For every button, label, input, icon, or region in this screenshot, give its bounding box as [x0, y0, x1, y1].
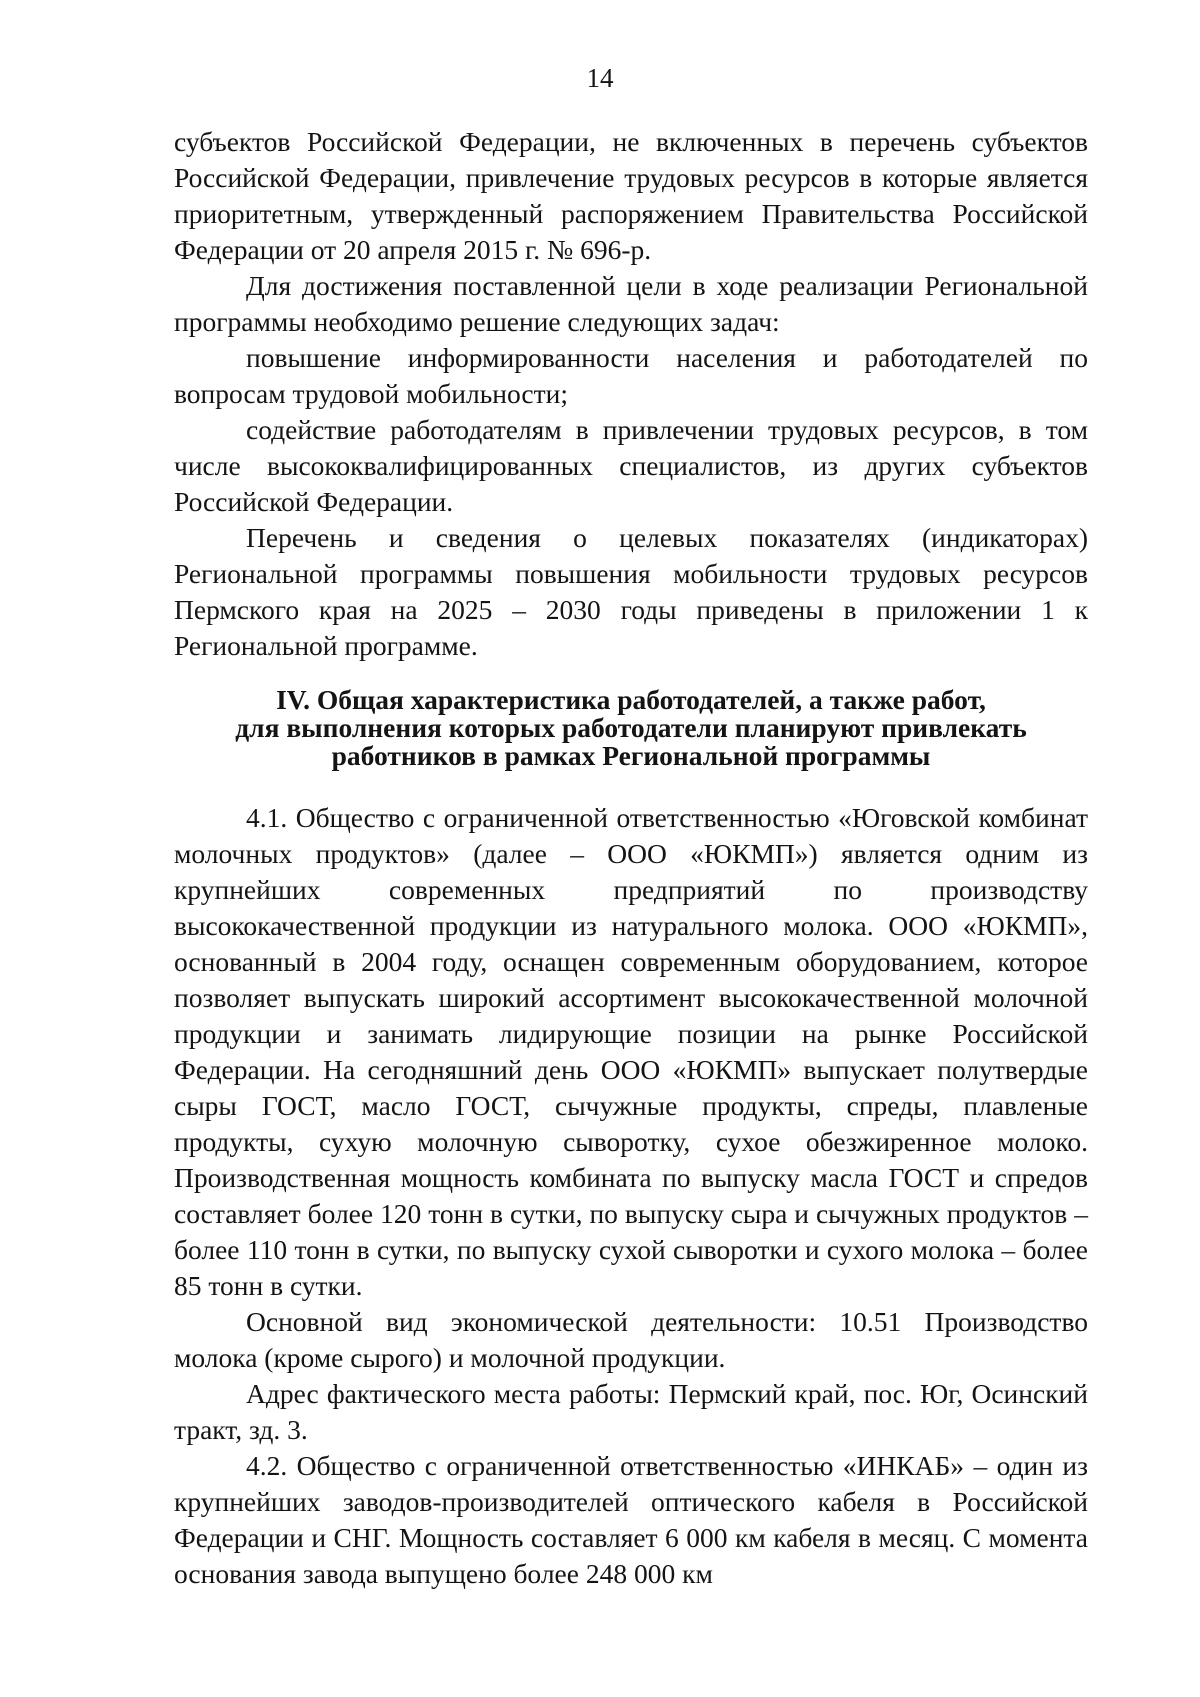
- section-heading-line-1: IV. Общая характеристика работодателей, а также работ,: [276, 684, 986, 715]
- section-heading: [174, 686, 1088, 770]
- paragraph-4-2: 4.2. Общество с ограниченной ответственностью «ИНКАБ» – один из крупнейших заводов-производителей оптического кабеля в Российской Федерации и СНГ. Мощность составляет 6 000 км кабеля в месяц. С момента основания завода выпущено более 248 000 км: [174, 1450, 1088, 1589]
- page-number: 14: [586, 63, 614, 93]
- paragraph-4-1: 4.1. Общество с ограниченной ответственностью «Юговской комбинат молочных продуктов» (далее – ООО «ЮКМП») является одним из крупнейших современных предприятий по производству высококачественной продукции из натурального молока. ООО «ЮКМП», основанный в 2004 году, оснащен современным оборудованием, которое позволяет выпускать широкий ассортимент высококачественной молочной продукции и занимать лидирующие позиции на рынке Российской Федерации. На сегодняшний день ООО «ЮКМП» выпускает полутвердые сыры ГОСТ, масло ГОСТ, сычужные продукты, спреды, плавленые продукты, сухую молочную сыворотку, сухое обезжиренное молоко. Производственная мощность комбината по выпуску масла ГОСТ и спредов составляет более 120 тонн в сутки, по выпуску сыра и сычужных продуктов – более 110 тонн в сутки, по выпуску сухой сыворотки и сухого молока – более 85 тонн в сутки.: [174, 802, 1088, 1301]
- section-heading-line-2: для выполнения которых работодатели планируют привлекать: [235, 712, 1027, 743]
- paragraph-task-1: повышение информированности населения и работодателей по вопросам трудовой мобильности;: [174, 342, 1088, 409]
- paragraph-indicators: Перечень и сведения о целевых показателях (индикаторах) Региональной программы повышения мобильности трудовых ресурсов Пермского края на 2025 – 2030 годы приведены в приложении 1 к Региональной программе.: [174, 522, 1088, 661]
- paragraph-goal: Для достижения поставленной цели в ходе реализации Региональной программы необходимо решение следующих задач:: [174, 270, 1088, 337]
- paragraph-activity: Основной вид экономической деятельности: 10.51 Производство молока (кроме сырого) и молочной продукции.: [174, 1306, 1088, 1373]
- section-heading-line-3: работников в рамках Региональной программы: [331, 740, 931, 771]
- paragraph-task-2: содействие работодателям в привлечении трудовых ресурсов, в том числе высококвалифицированных специалистов, из других субъектов Российской Федерации.: [174, 414, 1088, 517]
- paragraph-address: Адрес фактического места работы: Пермский край, пос. Юг, Осинский тракт, зд. 3.: [174, 1378, 1088, 1445]
- paragraph-continuation: субъектов Российской Федерации, не включенных в перечень субъектов Российской Федерации, привлечение трудовых ресурсов в которые является приоритетным, утвержденный распоряжением Правительства Российской Федерации от 20 апреля 2015 г. № 696-р.: [174, 126, 1088, 265]
- page-body: [174, 124, 1088, 1592]
